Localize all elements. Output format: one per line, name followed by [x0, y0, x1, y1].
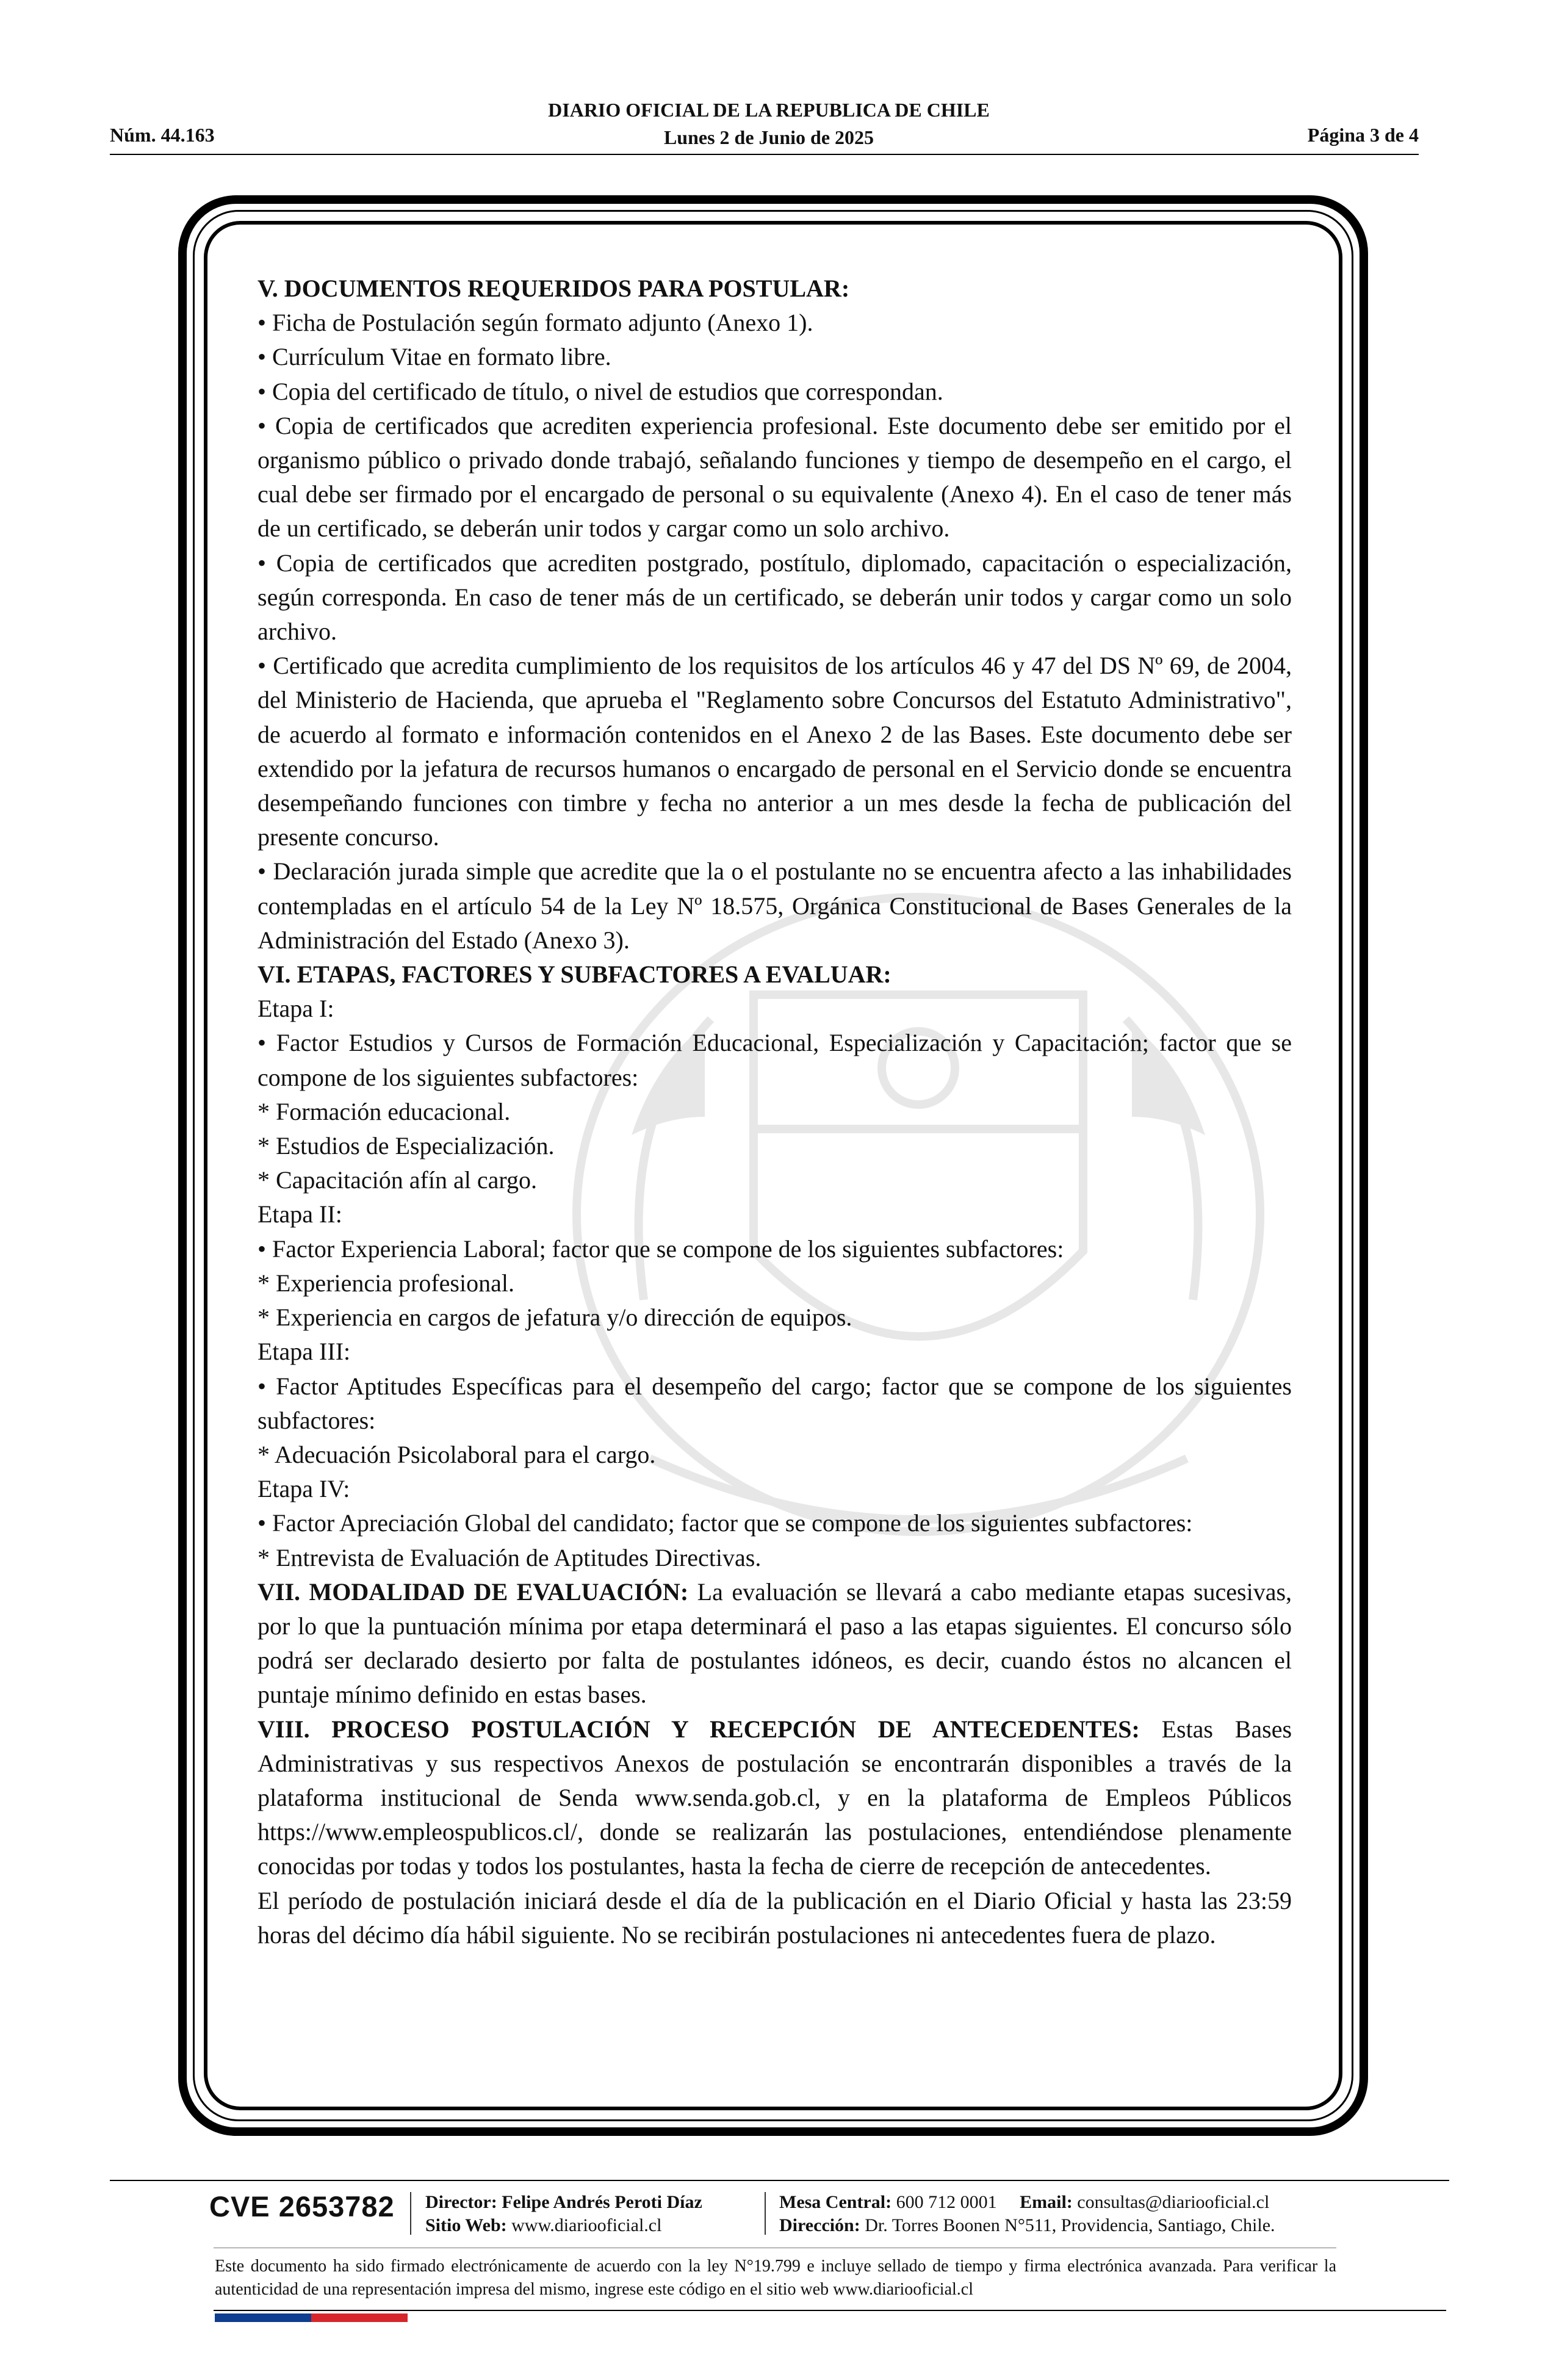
address-text: Dr. Torres Boonen N°511, Providencia, Santiago, Chile.: [865, 2215, 1275, 2235]
footer-contact-block: [779, 2191, 1275, 2237]
stage-line: Etapa I:: [258, 995, 334, 1023]
footer-director-block: [425, 2191, 702, 2237]
phone-label: Mesa Central:: [779, 2192, 892, 2212]
required-document-item: • Copia de certificados que acrediten experiencia profesional. Este documento debe ser emitido por el organismo público o privado donde trabajó, señalando funciones y tiempo de desempeño en el cargo, el cual debe ser firmado por el encargado de personal o su equivalente (Anexo 4). En el caso de tener más de un certificado, se deberán unir todos y cargar como un solo archivo.: [258, 411, 1292, 543]
section-viii-text: Estas Bases Administrativas y sus respectivos Anexos de postulación se encontrarán disponibles a través de la plataforma institucional de Senda www.senda.gob.cl, y en la plataforma de Empleos Públicos https://www.empleospublicos.cl/, donde se realizarán las postulaciones, entendiéndose plenamente conocidas por todas y todos los postulantes, hasta la fecha de cierre de recepción de antecedentes.: [258, 1715, 1292, 1880]
gazette-number: Núm. 44.163: [110, 124, 215, 146]
phone-number: 600 712 0001: [896, 2192, 997, 2212]
website-line: [425, 2214, 702, 2237]
required-document-item: • Ficha de Postulación según formato adjunto (Anexo 1).: [258, 309, 813, 337]
section-v-title: V. DOCUMENTOS REQUERIDOS PARA POSTULAR:: [258, 275, 850, 302]
director-line: [425, 2191, 702, 2214]
gazette-title: DIARIO OFICIAL DE LA REPUBLICA DE CHILE: [548, 99, 990, 121]
footer-separator: [410, 2192, 411, 2235]
application-period-paragraph: El período de postulación iniciará desde el día de la publicación en el Diario Oficial y hasta las 23:59 horas del décimo día hábil siguiente. No se recibirán postulaciones ni antecedentes fuera de plazo.: [258, 1886, 1292, 1949]
required-document-item: • Currículum Vitae en formato libre.: [258, 343, 611, 371]
subfactor-line: * Estudios de Especialización.: [258, 1132, 555, 1160]
gazette-date: Lunes 2 de Junio de 2025: [663, 126, 874, 148]
email-label: Email:: [1020, 2192, 1073, 2212]
director-label: Director:: [425, 2192, 497, 2212]
required-document-item: • Copia de certificados que acrediten postgrado, postítulo, diplomado, capacitación o especialización, según corresponda. En caso de tener más de un certificado, se deberán unir todos y cargar como un solo archivo.: [258, 549, 1292, 646]
phone-email-line: [779, 2191, 1275, 2214]
subfactor-line: * Experiencia en cargos de jefatura y/o dirección de equipos.: [258, 1304, 852, 1332]
footer-separator: [765, 2192, 766, 2235]
address-line: [779, 2214, 1275, 2237]
subfactor-line: * Capacitación afín al cargo.: [258, 1166, 537, 1194]
email-address[interactable]: consultas@diariooficial.cl: [1077, 2192, 1270, 2212]
section-viii: [258, 1712, 1292, 1884]
required-document-item: • Copia del certificado de título, o nivel de estudios que correspondan.: [258, 377, 943, 405]
stage-line: Etapa III:: [258, 1338, 351, 1366]
required-document-item: • Declaración jurada simple que acredite que la o el postulante no se encuentra afecto a las inhabilidades contempladas en el artículo 54 de la Ley Nº 18.575, Orgánica Constitucional de Bases Generales de la Administración del Estado (Anexo 3).: [258, 857, 1292, 954]
factor-line: • Factor Estudios y Cursos de Formación Educacional, Especialización y Capacitación; factor que se compone de los siguientes subfactores:: [258, 1029, 1292, 1091]
factor-line: • Factor Experiencia Laboral; factor que se compone de los siguientes subfactores:: [258, 1235, 1064, 1263]
factor-line: • Factor Apreciación Global del candidato; factor que se compone de los siguientes subfactores:: [258, 1509, 1193, 1537]
document-body: [258, 272, 1292, 1952]
header-divider: [110, 154, 1419, 155]
section-vi-title: VI. ETAPAS, FACTORES Y SUBFACTORES A EVALUAR:: [258, 961, 891, 989]
section-vii: [258, 1575, 1292, 1712]
footer-top-rule: [110, 2180, 1449, 2181]
cve-code: CVE 2653782: [209, 2190, 395, 2223]
address-label: Dirección:: [779, 2215, 860, 2235]
section-vii-text: La evaluación se llevará a cabo mediante etapas sucesivas, por lo que la puntuación mínima por etapa determinará el paso a las etapas siguientes. El concurso sólo podrá ser declarado desierto por falta de postulantes idóneos, es decir, cuando éstos no alcancen el puntaje mínimo definido en estas bases.: [258, 1578, 1292, 1709]
flag-stripe-blue: [215, 2313, 311, 2322]
page-number: Página 3 de 4: [1307, 124, 1419, 146]
subfactor-line: * Entrevista de Evaluación de Aptitudes Directivas.: [258, 1543, 762, 1571]
subfactor-line: * Formación educacional.: [258, 1097, 511, 1125]
electronic-signature-note: Este documento ha sido firmado electrónicamente de acuerdo con la ley N°19.799 e incluye sellado de tiempo y firma electrónica avanzada. Para verificar la autenticidad de una representación impresa del mismo, ingrese este código en el sitio web www.diariooficial.cl: [215, 2257, 1336, 2299]
director-name: Felipe Andrés Peroti Díaz: [502, 2192, 702, 2212]
flag-stripe-red: [311, 2313, 408, 2322]
subfactor-line: * Experiencia profesional.: [258, 1269, 514, 1297]
stage-line: Etapa IV:: [258, 1475, 350, 1503]
factor-line: • Factor Aptitudes Específicas para el desempeño del cargo; factor que se compone de los siguientes subfactores:: [258, 1372, 1292, 1434]
subfactor-line: * Adecuación Psicolaboral para el cargo.: [258, 1440, 656, 1468]
section-viii-title: VIII. PROCESO POSTULACIÓN Y RECEPCIÓN DE ANTECEDENTES:: [258, 1715, 1140, 1743]
required-document-item: • Certificado que acredita cumplimiento de los requisitos de los artículos 46 y 47 del DS Nº 69, de 2004, del Ministerio de Hacienda, que aprueba el "Reglamento sobre Concursos del Estatuto Administrativo", de acuerdo al formato e información contenidos en el Anexo 2 de las Bases. Este documento debe ser extendido por la jefatura de recursos humanos o encargado de personal en el Servicio donde se encuentra desempeñando funciones con timbre y fecha no anterior a un mes desde la fecha de publicación del presente concurso.: [258, 652, 1292, 851]
section-vii-title: VII. MODALIDAD DE EVALUACIÓN:: [258, 1578, 689, 1606]
stage-line: Etapa II:: [258, 1200, 342, 1228]
website-link[interactable]: www.diariooficial.cl: [511, 2215, 662, 2235]
footer-bottom-rule: [214, 2310, 1446, 2311]
website-label: Sitio Web:: [425, 2215, 507, 2235]
